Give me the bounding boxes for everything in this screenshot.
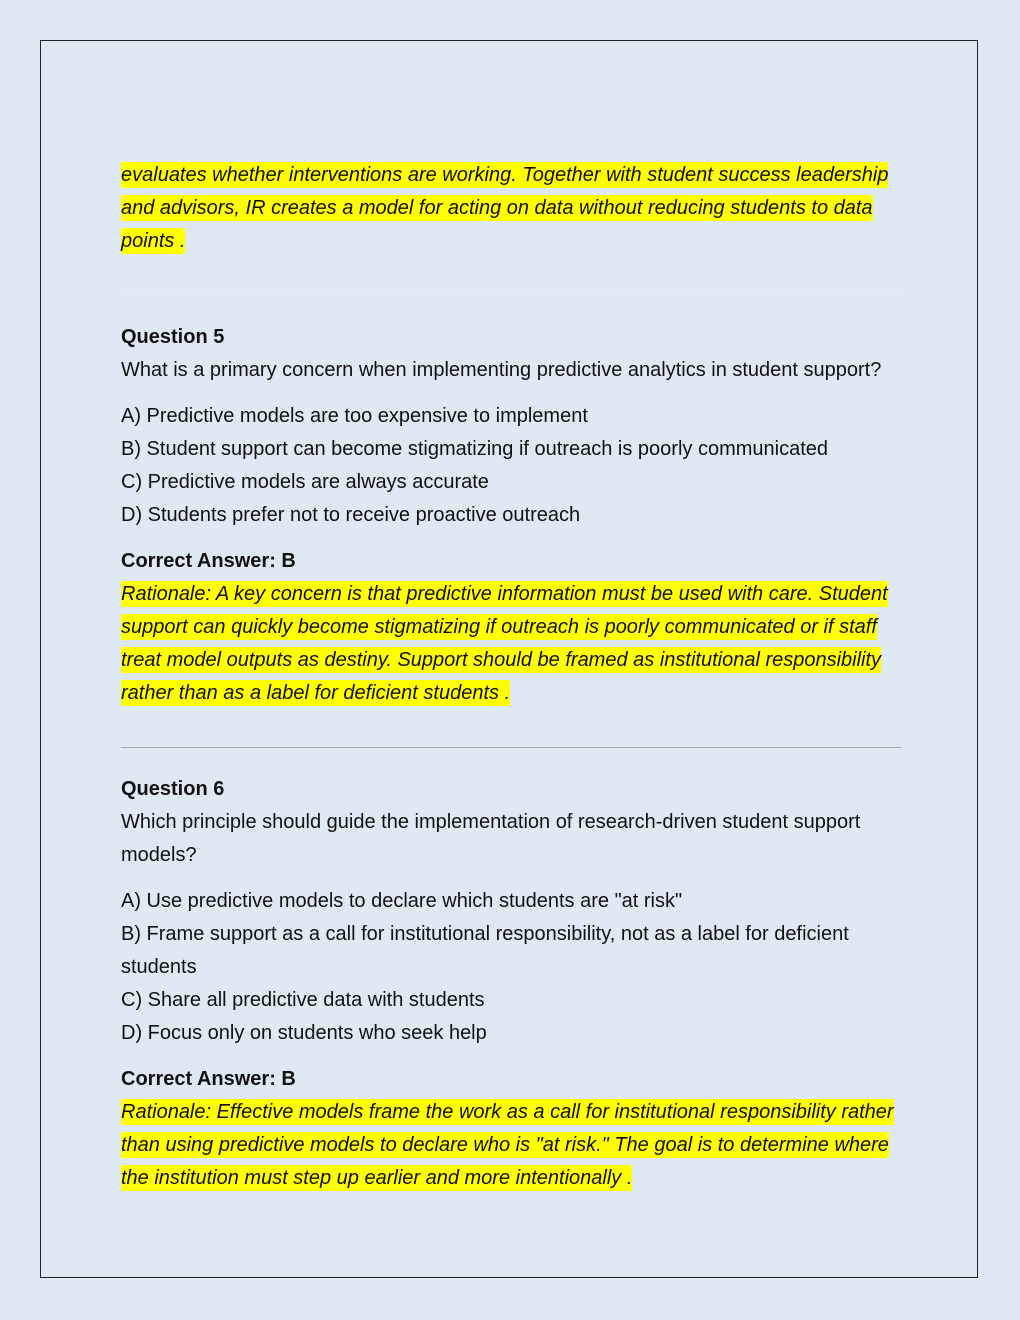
correct-answer: Correct Answer: B: [121, 1068, 296, 1090]
option-b: B) Frame support as a call for institutional responsibility, not as a label for deficient students: [121, 923, 849, 978]
option-d: D) Focus only on students who seek help: [121, 1022, 487, 1044]
question-block-6: [121, 773, 901, 1195]
option-c: C) Predictive models are always accurate: [121, 471, 489, 493]
option-c: C) Share all predictive data with students: [121, 989, 485, 1011]
option-b: B) Student support can become stigmatizing if outreach is poorly communicated: [121, 438, 829, 460]
question-prompt: Which principle should guide the implementation of research-driven student support models?: [121, 811, 861, 866]
option-a: A) Predictive models are too expensive to implement: [121, 405, 588, 427]
question-block-5: [121, 321, 901, 710]
section-divider: [121, 747, 901, 748]
previous-rationale: [121, 159, 901, 258]
section-divider: [121, 295, 901, 296]
highlighted-rationale-text: Rationale: Effective models frame the work as a call for institutional responsibility rather than using predictive models to declare who is "at risk." The goal is to determine where the institution must step up earlier and more intentionally .: [121, 1101, 894, 1189]
document-page: [40, 40, 978, 1278]
question-title: Question 5: [121, 326, 225, 348]
rationale: [121, 1096, 901, 1195]
highlighted-rationale-text: evaluates whether interventions are working. Together with student success leadership and advisors, IR creates a model for acting on data without reducing students to data points .: [121, 164, 889, 252]
answer-options: [121, 400, 901, 532]
option-a: A) Use predictive models to declare which students are "at risk": [121, 890, 683, 912]
highlighted-rationale-text: Rationale: A key concern is that predictive information must be used with care. Student support can quickly become stigmatizing if outreach is poorly communicated or if staff treat model outputs as destiny. Support should be framed as institutional responsibility rather than as a label for deficient students .: [121, 583, 888, 704]
document-content: [121, 159, 901, 1195]
option-d: D) Students prefer not to receive proactive outreach: [121, 504, 581, 526]
rationale: [121, 578, 901, 710]
correct-answer: Correct Answer: B: [121, 550, 296, 572]
question-prompt: What is a primary concern when implementing predictive analytics in student support?: [121, 359, 882, 381]
answer-options: [121, 885, 901, 1050]
question-title: Question 6: [121, 778, 225, 800]
